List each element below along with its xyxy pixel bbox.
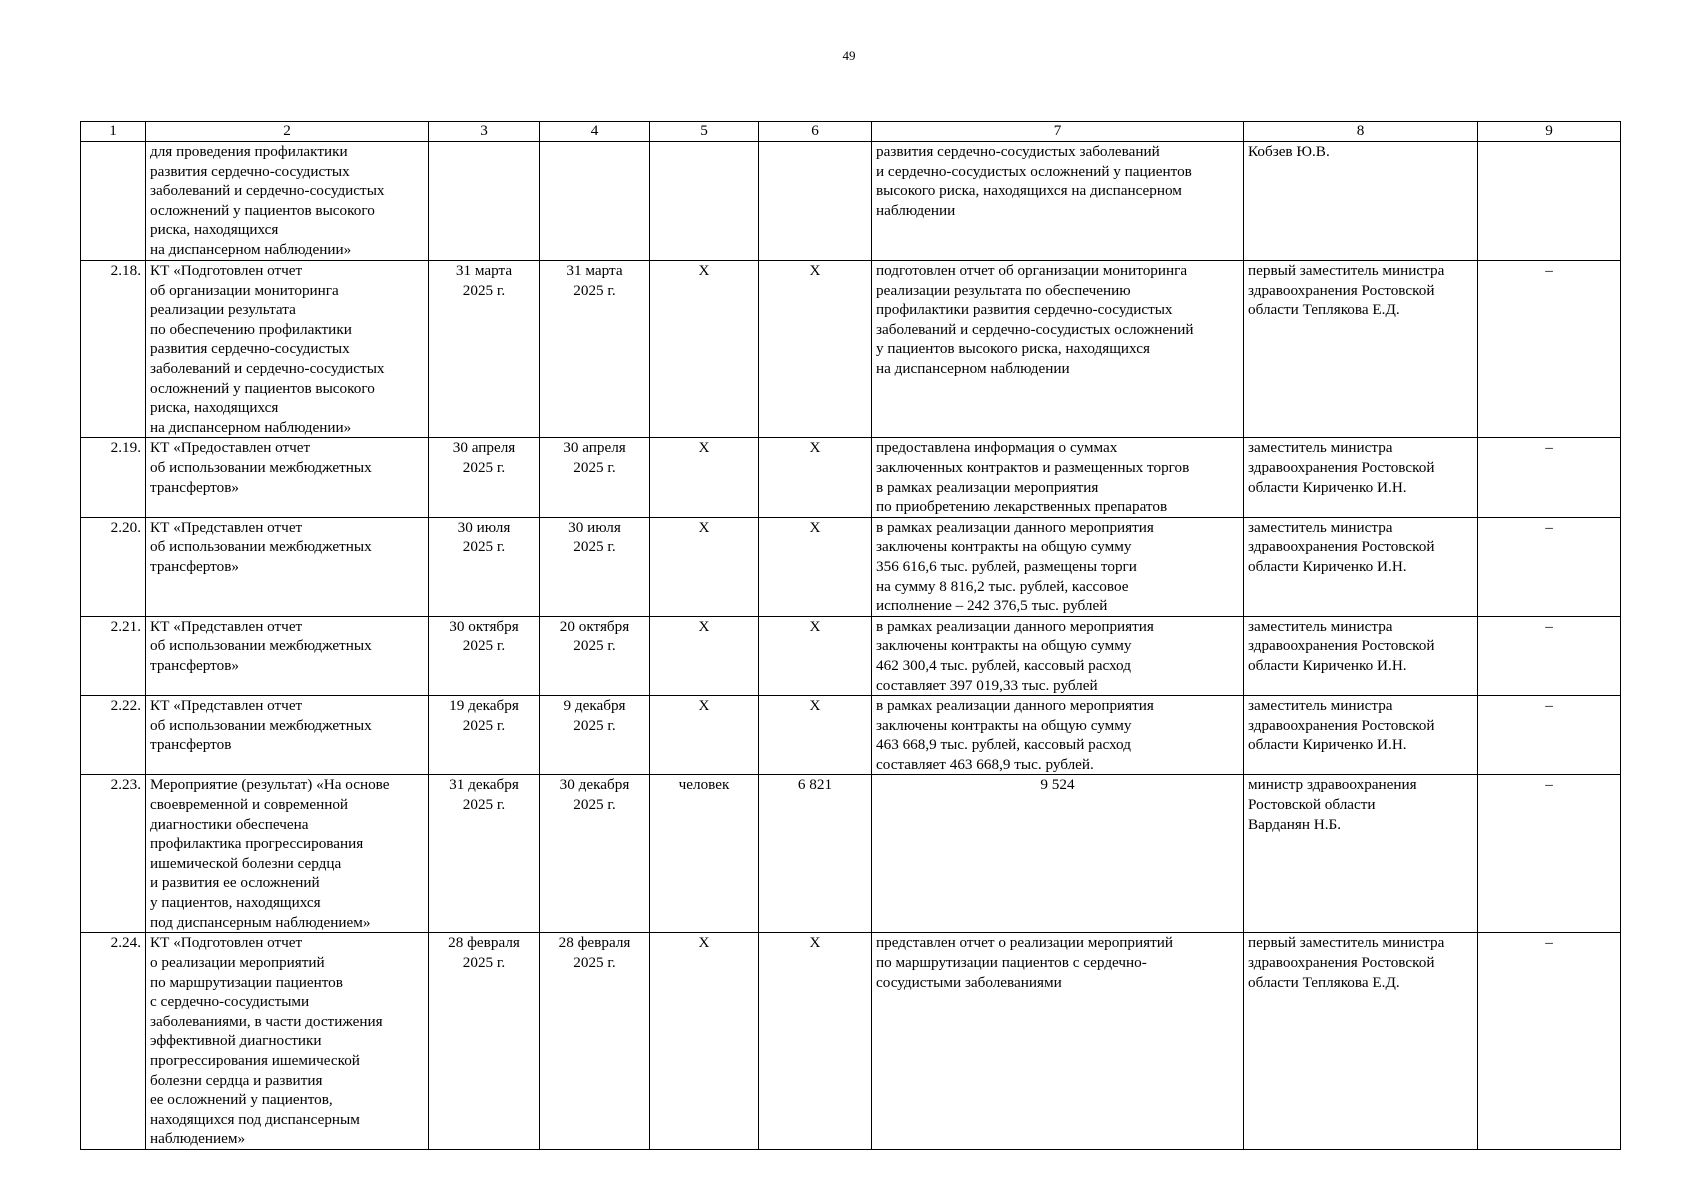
- base-value-cell: Х: [759, 616, 872, 695]
- unit-cell: человек: [650, 775, 759, 933]
- event-name: Мероприятие (результат) «На основе своевременной и современной диагностики обеспечена профилактика прогрессирования ишемической болезни сердца и развития ее осложнений у пациентов, находящихся под диспансерным наблюдением»: [146, 775, 429, 933]
- result-cell: в рамках реализации данного мероприятия заключены контракты на общую сумму 463 668,9 тыс. рублей, кассовый расход составляет 463 668,9 тыс. рублей.: [872, 696, 1244, 775]
- unit-cell: Х: [650, 616, 759, 695]
- base-value-cell: Х: [759, 438, 872, 517]
- responsible-cell: Кобзев Ю.В.: [1244, 142, 1478, 261]
- row-number: 2.22.: [81, 696, 146, 775]
- start-date: 30 октября 2025 г.: [429, 616, 540, 695]
- end-date: 30 апреля 2025 г.: [540, 438, 650, 517]
- result-cell: предоставлена информация о суммах заключенных контрактов и размещенных торгов в рамках реализации мероприятия по приобретению лекарственных препаратов: [872, 438, 1244, 517]
- event-name: КТ «Представлен отчет об использовании межбюджетных трансфертов: [146, 696, 429, 775]
- column-number: 9: [1478, 122, 1621, 142]
- start-date: 28 февраля 2025 г.: [429, 933, 540, 1150]
- end-date: [540, 142, 650, 261]
- column-number: 8: [1244, 122, 1478, 142]
- column-number: 2: [146, 122, 429, 142]
- responsible-cell: первый заместитель министра здравоохранения Ростовской области Теплякова Е.Д.: [1244, 933, 1478, 1150]
- column-number: 4: [540, 122, 650, 142]
- row-number: 2.20.: [81, 517, 146, 616]
- table-row: [81, 438, 1621, 517]
- start-date: 30 апреля 2025 г.: [429, 438, 540, 517]
- unit-cell: Х: [650, 261, 759, 438]
- row-number: 2.23.: [81, 775, 146, 933]
- event-name: для проведения профилактики развития сердечно-сосудистых заболеваний и сердечно-сосудистых осложнений у пациентов высокого риска, находящихся на диспансерном наблюдении»: [146, 142, 429, 261]
- event-name: КТ «Представлен отчет об использовании межбюджетных трансфертов»: [146, 616, 429, 695]
- row-number: 2.18.: [81, 261, 146, 438]
- row-number: 2.19.: [81, 438, 146, 517]
- end-date: 30 декабря 2025 г.: [540, 775, 650, 933]
- base-value-cell: [759, 142, 872, 261]
- responsible-cell: заместитель министра здравоохранения Ростовской области Кириченко И.Н.: [1244, 616, 1478, 695]
- result-cell: в рамках реализации данного мероприятия заключены контракты на общую сумму 356 616,6 тыс. рублей, размещены торги на сумму 8 816,2 тыс. рублей, кассовое исполнение – 242 376,5 тыс. рублей: [872, 517, 1244, 616]
- row-number: 2.21.: [81, 616, 146, 695]
- table-row: [81, 517, 1621, 616]
- column-number: 1: [81, 122, 146, 142]
- extra-cell: –: [1478, 261, 1621, 438]
- table-row: [81, 933, 1621, 1150]
- table-row: [81, 142, 1621, 261]
- base-value-cell: 6 821: [759, 775, 872, 933]
- responsible-cell: заместитель министра здравоохранения Ростовской области Кириченко И.Н.: [1244, 438, 1478, 517]
- column-number: 6: [759, 122, 872, 142]
- extra-cell: [1478, 142, 1621, 261]
- base-value-cell: Х: [759, 933, 872, 1150]
- result-cell: представлен отчет о реализации мероприятий по маршрутизации пациентов с сердечно- сосудистыми заболеваниями: [872, 933, 1244, 1150]
- row-number: 2.24.: [81, 933, 146, 1150]
- start-date: 31 марта 2025 г.: [429, 261, 540, 438]
- column-number: 7: [872, 122, 1244, 142]
- row-number: [81, 142, 146, 261]
- column-number-row: [81, 122, 1621, 142]
- table-row: [81, 696, 1621, 775]
- end-date: 31 марта 2025 г.: [540, 261, 650, 438]
- extra-cell: –: [1478, 933, 1621, 1150]
- start-date: 30 июля 2025 г.: [429, 517, 540, 616]
- event-name: КТ «Подготовлен отчет об организации мониторинга реализации результата по обеспечению профилактики развития сердечно-сосудистых заболеваний и сердечно-сосудистых осложнений у пациентов высокого риска, находящихся на диспансерном наблюдении»: [146, 261, 429, 438]
- responsible-cell: министр здравоохранения Ростовской области Варданян Н.Б.: [1244, 775, 1478, 933]
- unit-cell: Х: [650, 696, 759, 775]
- result-cell: подготовлен отчет об организации мониторинга реализации результата по обеспечению профилактики развития сердечно-сосудистых заболеваний и сердечно-сосудистых осложнений у пациентов высокого риска, находящихся на диспансерном наблюдении: [872, 261, 1244, 438]
- page-number: 49: [842, 48, 856, 63]
- column-number: 5: [650, 122, 759, 142]
- event-name: КТ «Подготовлен отчет о реализации мероприятий по маршрутизации пациентов с сердечно-сосудистыми заболеваниями, в части достижения эффективной диагностики прогрессирования ишемической болезни сердца и развития ее осложнений у пациентов, находящихся под диспансерным наблюдением»: [146, 933, 429, 1150]
- column-number: 3: [429, 122, 540, 142]
- table-row: [81, 616, 1621, 695]
- result-cell: 9 524: [872, 775, 1244, 933]
- end-date: 28 февраля 2025 г.: [540, 933, 650, 1150]
- responsible-cell: заместитель министра здравоохранения Ростовской области Кириченко И.Н.: [1244, 517, 1478, 616]
- base-value-cell: Х: [759, 517, 872, 616]
- table-row: [81, 775, 1621, 933]
- unit-cell: [650, 142, 759, 261]
- unit-cell: Х: [650, 933, 759, 1150]
- end-date: 20 октября 2025 г.: [540, 616, 650, 695]
- plan-table: [80, 121, 1621, 1150]
- extra-cell: –: [1478, 775, 1621, 933]
- start-date: 31 декабря 2025 г.: [429, 775, 540, 933]
- unit-cell: Х: [650, 517, 759, 616]
- extra-cell: –: [1478, 438, 1621, 517]
- event-name: КТ «Представлен отчет об использовании межбюджетных трансфертов»: [146, 517, 429, 616]
- end-date: 9 декабря 2025 г.: [540, 696, 650, 775]
- table-row: [81, 261, 1621, 438]
- start-date: [429, 142, 540, 261]
- extra-cell: –: [1478, 517, 1621, 616]
- extra-cell: –: [1478, 616, 1621, 695]
- responsible-cell: первый заместитель министра здравоохранения Ростовской области Теплякова Е.Д.: [1244, 261, 1478, 438]
- start-date: 19 декабря 2025 г.: [429, 696, 540, 775]
- unit-cell: Х: [650, 438, 759, 517]
- responsible-cell: заместитель министра здравоохранения Ростовской области Кириченко И.Н.: [1244, 696, 1478, 775]
- result-cell: развития сердечно-сосудистых заболеваний и сердечно-сосудистых осложнений у пациентов высокого риска, находящихся на диспансерном наблюдении: [872, 142, 1244, 261]
- extra-cell: –: [1478, 696, 1621, 775]
- event-name: КТ «Предоставлен отчет об использовании межбюджетных трансфертов»: [146, 438, 429, 517]
- result-cell: в рамках реализации данного мероприятия заключены контракты на общую сумму 462 300,4 тыс. рублей, кассовый расход составляет 397 019,33 тыс. рублей: [872, 616, 1244, 695]
- end-date: 30 июля 2025 г.: [540, 517, 650, 616]
- base-value-cell: Х: [759, 696, 872, 775]
- base-value-cell: Х: [759, 261, 872, 438]
